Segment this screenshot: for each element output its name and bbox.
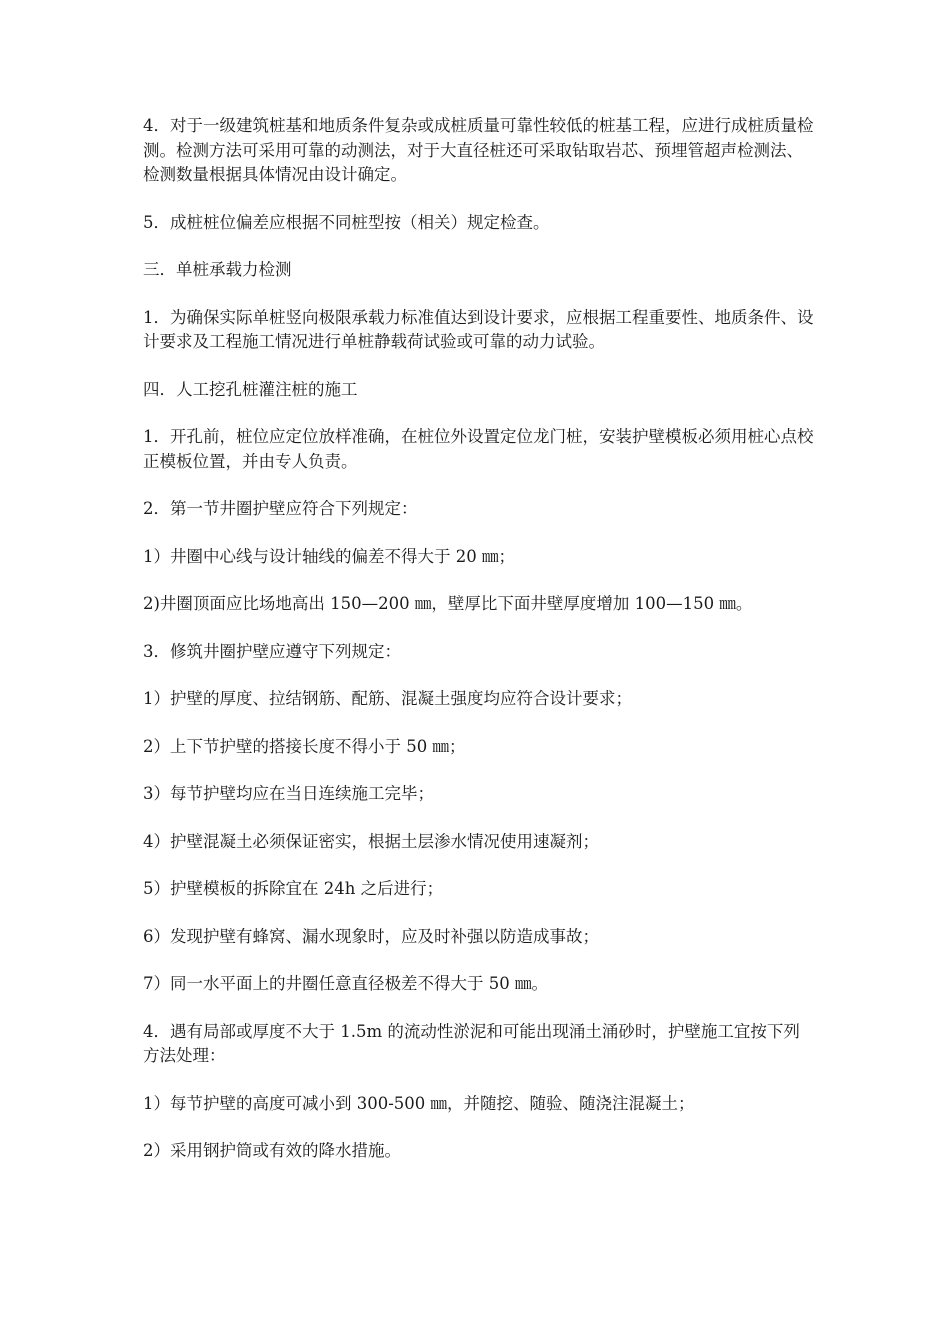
list-item: 6）发现护壁有蜂窝、漏水现象时，应及时补强以防造成事故； xyxy=(143,926,599,946)
list-item: 2)井圈顶面应比场地高出 150—200 ㎜，壁厚比下面井壁厚度增加 100—150 ㎜。 xyxy=(143,594,753,613)
section-heading-manual-dug-pile: 四．人工挖孔桩灌注桩的施工 xyxy=(143,379,358,399)
paragraph-silt-handling: 4．遇有局部或厚度不大于 1.5m 的流动性淤泥和可能出现涌土涌砂时，护壁施工宜按下列方法处理： xyxy=(143,1021,800,1065)
list-item: 4）护壁混凝土必须保证密实，根据土层渗水情况使用速凝剂； xyxy=(143,831,599,851)
paragraph-pile-quality-inspection: 4．对于一级建筑桩基和地质条件复杂或成桩质量可靠性较低的桩基工程，应进行成桩质量检测。检测方法可采用可靠的动测法，对于大直径桩还可采取钻取岩芯、预埋管超声检测法、检测数量根据具体情况由设计确定。 xyxy=(143,116,814,184)
list-item: 7）同一水平面上的井圈任意直径极差不得大于 50 ㎜。 xyxy=(143,974,548,993)
document-body xyxy=(143,114,815,1187)
list-item: 2）上下节护壁的搭接长度不得小于 50 ㎜； xyxy=(143,736,466,756)
list-item: 1）井圈中心线与设计轴线的偏差不得大于 20 ㎜； xyxy=(143,546,515,566)
section-heading-bearing-capacity: 三．单桩承载力检测 xyxy=(143,260,292,279)
list-item: 5）护壁模板的拆除宜在 24h 之后进行； xyxy=(143,879,444,898)
list-item: 3）每节护壁均应在当日连续施工完毕； xyxy=(143,784,434,803)
list-item: 1）每节护壁的高度可减小到 300-500 ㎜，并随挖、随验、随浇注混凝土； xyxy=(143,1093,695,1113)
paragraph-ring-wall-rules: 3．修筑井圈护壁应遵守下列规定： xyxy=(143,641,401,661)
list-item: 2）采用钢护筒或有效的降水措施。 xyxy=(143,1141,401,1160)
paragraph-first-ring-rules: 2．第一节井圈护壁应符合下列规定： xyxy=(143,499,418,518)
paragraph-before-drilling: 1．开孔前，桩位应定位放样准确，在桩位外设置定位龙门桩，安装护壁模板必须用桩心点校正模板位置，并由专人负责。 xyxy=(143,427,814,471)
paragraph-pile-position-deviation: 5．成桩桩位偏差应根据不同桩型按（相关）规定检查。 xyxy=(143,212,550,232)
paragraph-load-test: 1．为确保实际单桩竖向极限承载力标准值达到设计要求，应根据工程重要性、地质条件、设计要求及工程施工情况进行单桩静载荷试验或可靠的动力试验。 xyxy=(143,307,814,351)
list-item: 1）护壁的厚度、拉结钢筋、配筋、混凝土强度均应符合设计要求； xyxy=(143,689,632,708)
